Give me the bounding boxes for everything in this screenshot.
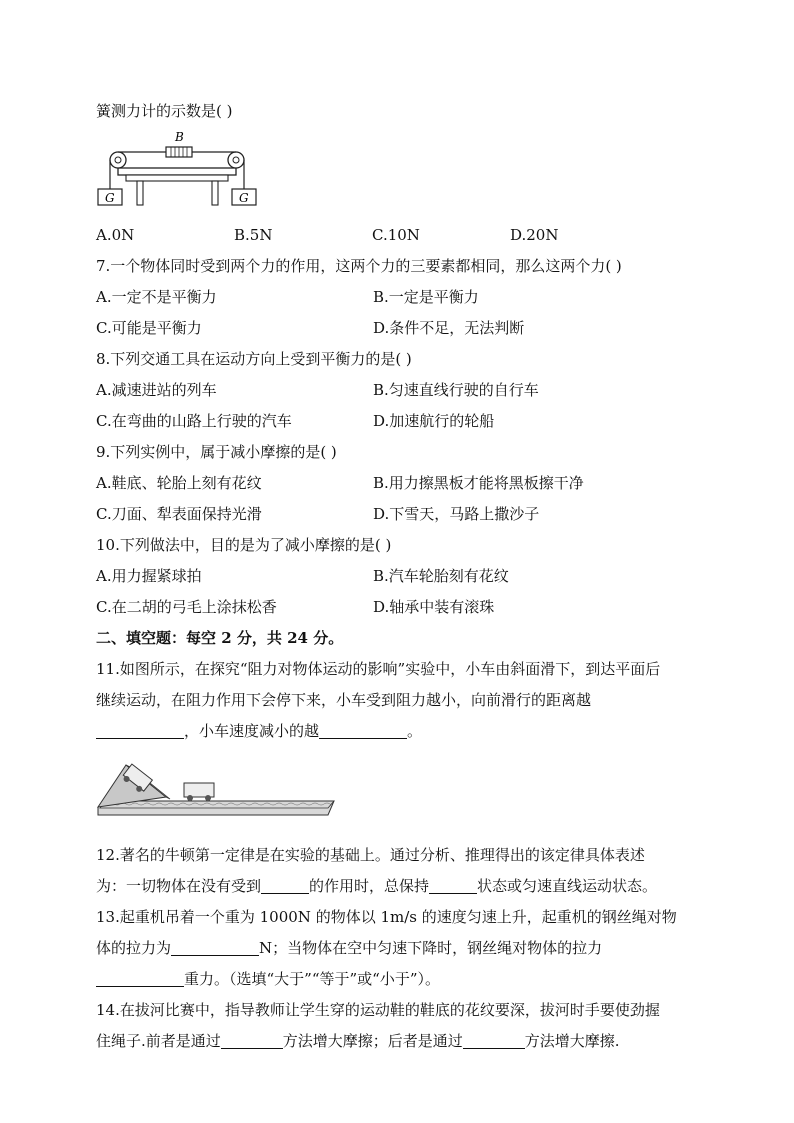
q11-line3 [96, 716, 696, 747]
q11-blank-1[interactable] [96, 720, 184, 739]
q6-stem: 簧测力计的示数是( ) [96, 102, 233, 120]
q8-stem: 8.下列交通工具在运动方向上受到平衡力的是( ) [96, 350, 412, 368]
q6-option-b: B.5N [234, 226, 273, 244]
q12-blank-2[interactable] [429, 875, 477, 894]
q7-options-row2 [96, 313, 696, 344]
spring-scale-label: B [175, 130, 184, 144]
q13-line3 [96, 964, 696, 995]
q6-option-c: C.10N [372, 226, 420, 244]
q8-option-c: C.在弯曲的山路上行驶的汽车 [96, 412, 292, 430]
left-weight-label: G [105, 191, 115, 205]
q9-options-row2 [96, 499, 696, 530]
q10-options-row2 [96, 592, 696, 623]
q13-text-a: 体的拉力为 [96, 939, 172, 957]
q8-options-row1 [96, 375, 696, 406]
q11-line3-end: 。 [407, 722, 423, 740]
q9-option-c: C.刀面、犁表面保持光滑 [96, 505, 262, 523]
q8-option-a: A.减速进站的列车 [96, 381, 217, 399]
q7-stem: 7.一个物体同时受到两个力的作用，这两个力的三要素都相同，那么这两个力( ) [96, 257, 622, 275]
q7-option-b: B.一定是平衡力 [373, 288, 479, 306]
q13-line2 [96, 933, 696, 964]
q12-text-b: 的作用时，总保持 [309, 877, 430, 895]
q10-option-c: C.在二胡的弓毛上涂抹松香 [96, 598, 277, 616]
q7-options-row1 [96, 282, 696, 313]
incline-cart-figure [96, 753, 336, 823]
q12-blank-1[interactable] [261, 875, 309, 894]
q10-option-b: B.汽车轮胎刻有花纹 [373, 567, 509, 585]
q10-options-row1 [96, 561, 696, 592]
q14-text-b: 方法增大摩擦；后者是通过 [282, 1032, 463, 1050]
q8-options-row2 [96, 406, 696, 437]
q8-option-b: B.匀速直线行驶的自行车 [373, 381, 539, 399]
exam-page [96, 96, 696, 1057]
q7-option-d: D.条件不足，无法判断 [373, 319, 525, 337]
q10-option-a: A.用力握紧球拍 [96, 567, 202, 585]
pulley-spring-scale-figure [96, 127, 276, 207]
q13-text-c: 重力。（选填“大于”“等于”或“小于”）。 [184, 970, 441, 988]
q7-option-a: A.一定不是平衡力 [96, 288, 217, 306]
q9-option-a: A.鞋底、轮胎上刻有花纹 [96, 474, 262, 492]
q13-blank-1[interactable] [171, 937, 259, 956]
q14-text-a: 住绳子.前者是通过 [96, 1032, 221, 1050]
q10-stem: 10.下列做法中，目的是为了减小摩擦的是( ) [96, 536, 392, 554]
q11-blank-2[interactable] [319, 720, 407, 739]
q12-line2 [96, 871, 696, 902]
right-weight-label: G [239, 191, 249, 205]
q11-line1: 11.如图所示，在探究“阻力对物体运动的影响”实验中，小车由斜面滑下，到达平面后 [96, 660, 661, 678]
q6-option-d: D.20N [510, 226, 559, 244]
q9-option-d: D.下雪天，马路上撒沙子 [373, 505, 540, 523]
q14-blank-2[interactable] [463, 1030, 525, 1049]
q9-option-b: B.用力擦黑板才能将黑板擦干净 [373, 474, 584, 492]
q11-line2: 继续运动，在阻力作用下会停下来，小车受到阻力越小，向前滑行的距离越 [96, 691, 592, 709]
q13-line1: 13.起重机吊着一个重为 1000N 的物体以 1m/s 的速度匀速上升，起重机的钢丝绳对物 [96, 908, 677, 926]
q9-stem: 9.下列实例中，属于减小摩擦的是( ) [96, 443, 337, 461]
q7-option-c: C.可能是平衡力 [96, 319, 202, 337]
q6-option-a: A.0N [96, 226, 135, 244]
q12-text-a: 为：一切物体在没有受到 [96, 877, 262, 895]
q13-text-b: N；当物体在空中匀速下降时，钢丝绳对物体的拉力 [259, 939, 603, 957]
q14-blank-1[interactable] [221, 1030, 283, 1049]
q12-text-c: 状态或匀速直线运动状态。 [477, 877, 658, 895]
q10-option-d: D.轴承中装有滚珠 [373, 598, 495, 616]
section-title: 二、填空题：每空 2 分，共 24 分。 [96, 629, 344, 647]
q12-line1: 12.著名的牛顿第一定律是在实验的基础上。通过分析、推理得出的该定律具体表述 [96, 846, 645, 864]
q8-option-d: D.加速航行的轮船 [373, 412, 495, 430]
q14-line1: 14.在拔河比赛中，指导教师让学生穿的运动鞋的鞋底的花纹要深，拔河时手要使劲握 [96, 1001, 660, 1019]
q13-blank-2[interactable] [96, 968, 184, 987]
q6-options [96, 220, 696, 251]
q14-text-c: 方法增大摩擦. [524, 1032, 620, 1050]
q9-options-row1 [96, 468, 696, 499]
q14-line2 [96, 1026, 696, 1057]
q11-line3-text: ，小车速度减小的越 [184, 722, 320, 740]
